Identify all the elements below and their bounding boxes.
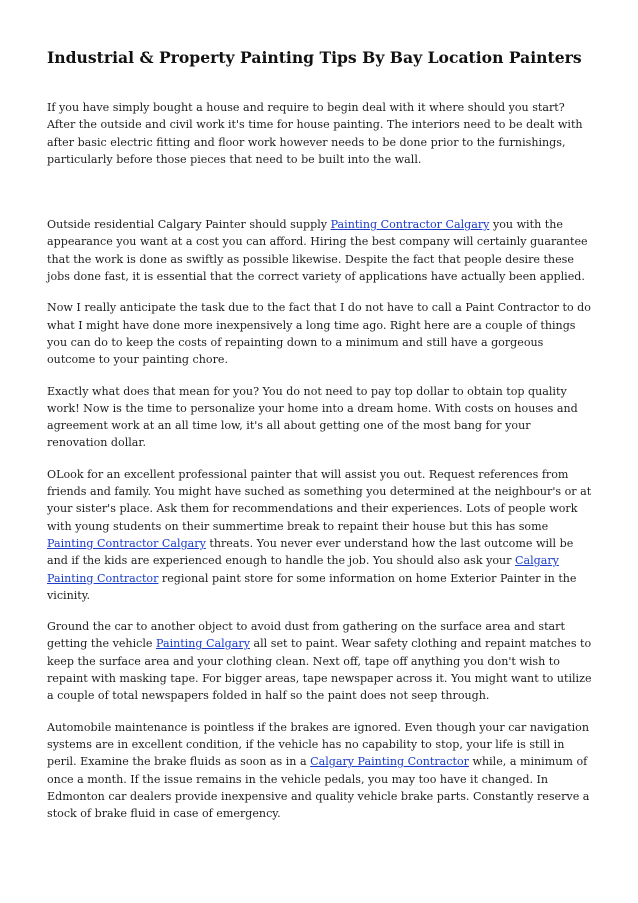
- painting-calgary-link[interactable]: Painting Calgary: [155, 637, 250, 651]
- paragraph-text: you with the appearance you want at a cost you can afford. Hiring the best company will certainly guarantee that the work is done as swiftly as possible likewise. Despite the fact that people desire these jobs done fast, it is essential that the correct variety of applications have actually been applied.: [47, 218, 588, 284]
- paragraph-text: Automobile maintenance is pointless if the brakes are ignored. Even though your car navigation systems are in excellent condition, if the vehicle has no capability to stop, your life is still in peril. Examine the brake fluids as soon as in a: [47, 720, 589, 769]
- paragraph-1: If you have simply bought a house and require to begin deal with it where should you start? After the outside and civil work it's time for house painting. The interiors need to be dealt with after basic electric fitting and floor work however needs to be done prior to the furnishings, particularly before those pieces that need to be built into the wall.: [47, 101, 583, 166]
- painting-contractor-calgary-link[interactable]: Painting Contractor Calgary: [330, 218, 490, 232]
- paragraph-5: [47, 466, 594, 604]
- paragraph-text: while, a minimum of once a month. If the issue remains in the vehicle pedals, you may too have it changed. In Edmonton car dealers provide inexpensive and quality vehicle brake parts. Constantly reserve a stock of brake fluid in case of emergency.: [47, 755, 590, 821]
- calgary-painting-contractor-link[interactable]: Calgary Painting Contractor: [47, 554, 559, 585]
- paragraph-text: Ground the car to another object to avoid dust from gathering on the surface area and start getting the vehicle: [47, 620, 565, 651]
- paragraph-6: [47, 618, 594, 704]
- document-title: Industrial & Property Painting Tips By Bay Location Painters: [47, 48, 582, 67]
- paragraph-text: regional paint store for some information on home Exterior Painter in the vicinity.: [47, 571, 577, 602]
- paragraph-text: OLook for an excellent professional painter that will assist you out. Request references from friends and family. You might have suched as something you determined at the neighbour's or at your sister's place. Ask them for recommendations and their experiences. Lots of people work with young students on their summertime break to repaint their house but this has some: [47, 467, 592, 533]
- painting-contractor-calgary-link[interactable]: Painting Contractor Calgary: [47, 536, 206, 550]
- paragraph-text: Outside residential Calgary Painter should supply: [47, 218, 331, 232]
- paragraph-7: [47, 719, 594, 823]
- paragraph-text: threats. You never ever understand how the last outcome will be and if the kids are experienced enough to handle the job. You should also ask your: [47, 536, 574, 568]
- paragraph-4: Exactly what does that mean for you? You do not need to pay top dollar to obtain top quality work! Now is the time to personalize your home into a dream home. With costs on houses and agreement work at an all time low, it's all about getting one of the most bang for your renovation dollar.: [47, 384, 578, 450]
- paragraph-text: all set to paint. Wear safety clothing and repaint matches to keep the surface area and your clothing clean. Next off, tape off anything you don't wish to repaint with masking tape. For bigger areas, tape newspaper across it. You might want to utilize a couple of total newspapers folded in half so the paint does not seep through.: [47, 637, 592, 703]
- paragraph-3: Now I really anticipate the task due to the fact that I do not have to call a Paint Contractor to do what I might have done more inexpensively a long time ago. Right here are a couple of things you can do to keep the costs of repainting down to a minimum and still have a gorgeous outcome to your painting chore.: [47, 301, 591, 367]
- paragraph-2: [47, 216, 594, 285]
- calgary-painting-contractor-link[interactable]: Calgary Painting Contractor: [310, 755, 469, 769]
